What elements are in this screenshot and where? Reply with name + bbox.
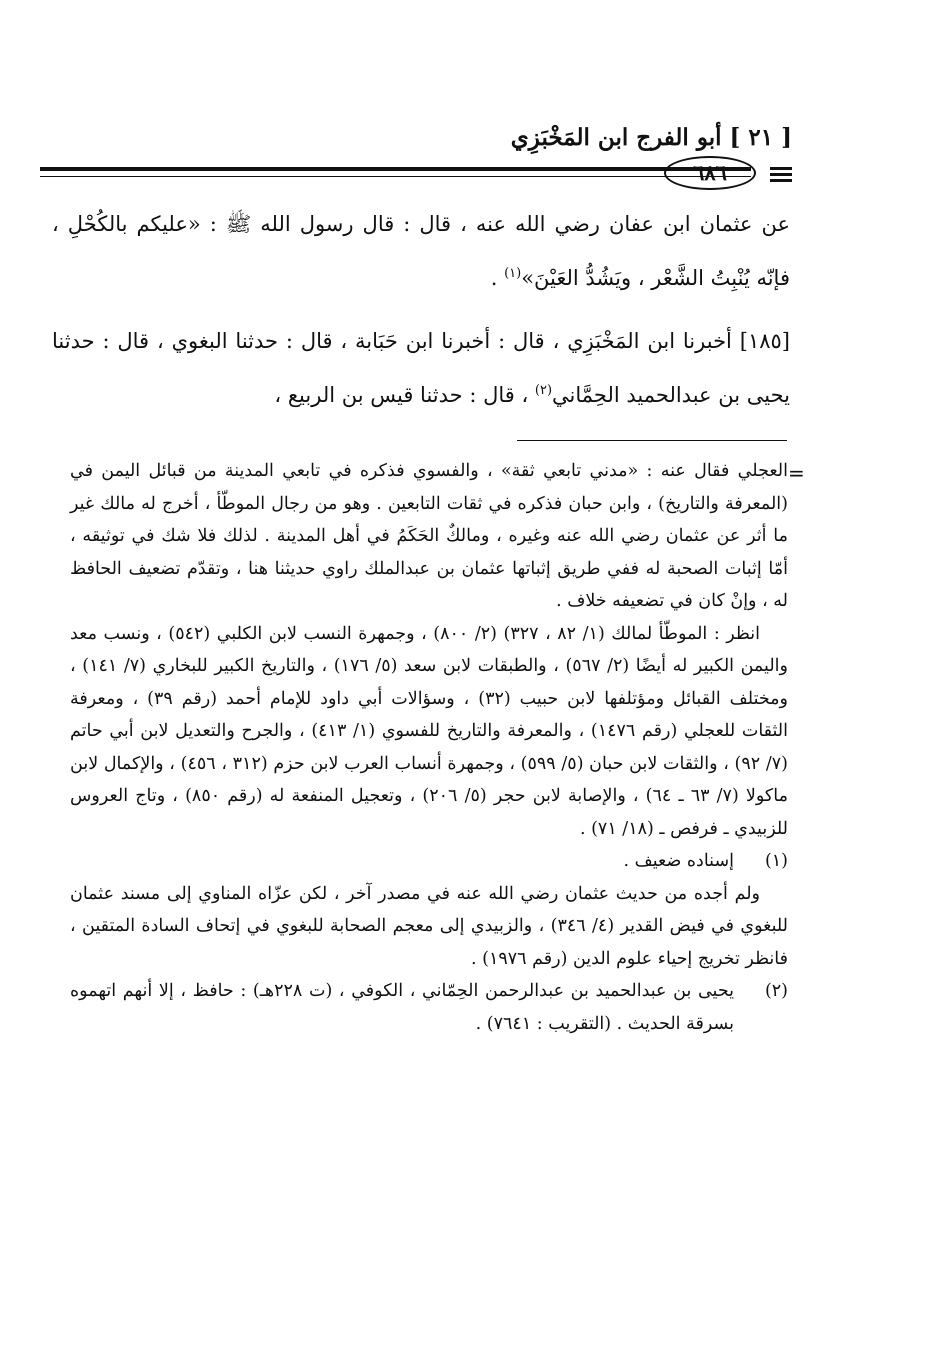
footnote-continued-text: العجلي فقال عنه : «مدني تابعي ثقة» ، والفسوي فذكره في تابعي المدينة من قبائل اليمن في (المعرفة والتاريخ) ، وابن حبان فذكره في ثقات التابعين . وهو من رجال الموطّأ ، أخرج له مالك غير ما أثر عن عثمان رضي الله عنه وغيره ، ومالكٌ الحَكَمُ في أهل المدينة . لذلك فلا شك في توثيقه ، أمّا إثبات الصحبة له ففي طريق إثباتها عثمان بن عبدالملك راوي حديثنا هنا ، وتقدّم تضعيف الحافظ له ، وإنْ كان في تضعيفه خلاف . xyxy=(70,461,788,611)
footnote-1-text: إسناده ضعيف . xyxy=(623,851,734,871)
footnote-1-continuation xyxy=(70,878,788,976)
page-number: ٦٨٦ xyxy=(664,156,756,190)
isnad-paragraph xyxy=(52,317,790,420)
footnote-separator xyxy=(517,440,787,441)
hadith-text: عن عثمان ابن عفان رضي الله عنه ، قال : قال رسول الله ﷺ : «عليكم بالكُحْلِ ، فإنّه يُنْبِتُ الشَّعْر ، ويَشُدُّ العَيْنَ» xyxy=(52,212,790,290)
footnote-2-number: (٢) xyxy=(764,981,788,1001)
footnote-2-text: يحيى بن عبدالحميد بن عبدالرحمن الحِمّاني ، الكوفي ، (ت ٢٢٨هـ) : حافظ ، إلا أنهم اتهموه بسرقة الحديث . (التقريب : ٧٦٤١) . xyxy=(70,981,734,1034)
isnad-end: ، قال : حدثنا قيس بن الربيع ، xyxy=(274,383,535,407)
header-ornament-bar xyxy=(770,179,792,182)
footnote-continued xyxy=(70,455,788,845)
footnote-1-detail: ولم أجده من حديث عثمان رضي الله عنه في مصدر آخر ، لكن عزّاه المناوي إلى مسند عثمان للبغوي في فيض القدير (٤/ ٣٤٦) ، والزبيدي إلى معجم الصحابة للبغوي في إتحاف السادة المتقين ، فانظر تخريج إحياء علوم الدين (رقم ١٩٧٦) . xyxy=(70,883,788,969)
header-rule-thin xyxy=(40,176,751,177)
hadith-paragraph xyxy=(52,200,790,303)
hadith-end: . xyxy=(490,266,505,290)
header-ornament-bar xyxy=(770,167,792,170)
footnote-2 xyxy=(70,975,788,1040)
footnote-ref-1: (١) xyxy=(504,266,522,281)
running-header: [ ٢١ ] أبو الفرج ابن المَخْبَزِي xyxy=(510,124,792,151)
footnote-continuation-mark: = xyxy=(788,461,805,485)
footnotes xyxy=(70,455,788,1040)
main-text xyxy=(52,200,790,420)
header-ornament-bar xyxy=(770,173,792,176)
header-rule-thick xyxy=(40,167,751,171)
footnote-references: انظر : الموطّأ لمالك (١/ ٨٢ ، ٣٢٧) (٢/ ٨٠٠) ، وجمهرة النسب لابن الكلبي (٥٤٢) ، ونسب معد واليمن الكبير له أيضًا (٢/ ٥٦٧) ، والطبقات لابن سعد (٥/ ١٧٦) ، والتاريخ الكبير للبخاري (٧/ ١٤١) ، ومختلف القبائل ومؤتلفها لابن حبيب (٣٢) ، وسؤالات أبي داود للإمام أحمد (رقم ٣٩) ، ومعرفة الثقات للعجلي (رقم ١٤٧٦) ، والمعرفة والتاريخ للفسوي (١/ ٤١٣) ، والجرح والتعديل لابن أبي حاتم (٧/ ٩٢) ، والثقات لابن حبان (٥/ ٥٩٩) ، وجمهرة أنساب العرب لابن حزم (٣١٢ ، ٤٥٦) ، والإكمال لابن ماكولا (٧/ ٦٣ ـ ٦٤) ، والإصابة لابن حجر (٥/ ٢٠٦) ، وتعجيل المنفعة له (رقم ٨٥٠) ، وتاج العروس للزبيدي ـ فرفص ـ (١٨/ ٧١) . xyxy=(70,623,788,839)
footnote-1-number: (١) xyxy=(764,851,788,871)
isnad-text: [١٨٥] أخبرنا ابن المَخْبَزِي ، قال : أخبرنا ابن حَبَابة ، قال : حدثنا البغوي ، قال : حدثنا يحيى بن عبدالحميد الحِمَّاني xyxy=(52,329,790,407)
footnote-1 xyxy=(70,845,788,878)
footnote-ref-2: (٢) xyxy=(534,383,553,398)
